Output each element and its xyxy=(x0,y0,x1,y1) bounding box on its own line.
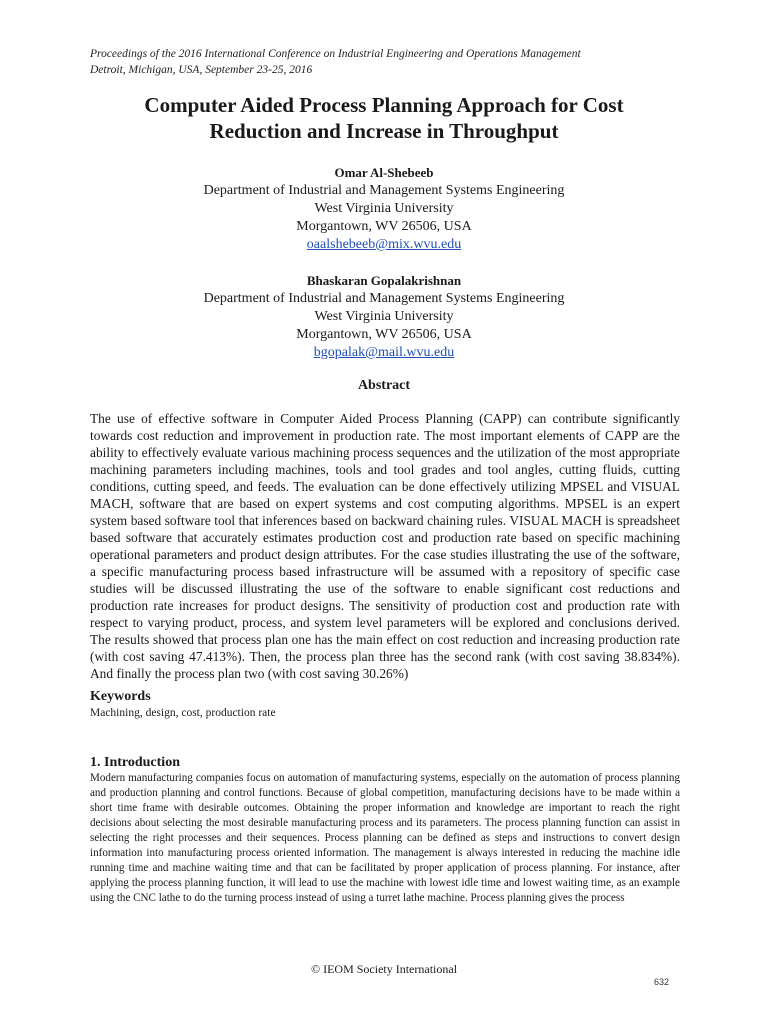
keywords-text: Machining, design, cost, production rate xyxy=(90,707,276,719)
author-department: Department of Industrial and Management Systems Engineering xyxy=(203,291,565,306)
paper-title xyxy=(60,92,708,144)
footer-copyright: © IEOM Society International xyxy=(310,962,458,976)
author-location: Morgantown, WV 26506, USA xyxy=(296,219,472,234)
author-block-1 xyxy=(60,164,708,254)
conference-header-line2: Detroit, Michigan, USA, September 23-25, 2016 xyxy=(90,64,313,76)
introduction-heading: 1. Introduction xyxy=(90,755,180,770)
author-name: Omar Al-Shebeeb xyxy=(334,165,434,180)
author-location: Morgantown, WV 26506, USA xyxy=(296,327,472,342)
author-email-link[interactable]: oaalshebeeb@mix.wvu.edu xyxy=(306,237,462,252)
author-email-link[interactable]: bgopalak@mail.wvu.edu xyxy=(313,345,455,360)
author-name: Bhaskaran Gopalakrishnan xyxy=(306,273,462,288)
introduction-text: Modern manufacturing companies focus on automation of manufacturing systems, especially on the automation of process planning and production planning and control functions. Because of global competition, manufacturing decisions have to be made within a short time frame with desirable outcomes. Obtaining the proper information and knowledge are important to reach the right decisions about selecting the most desirable manufacturing process and its parameters. The process planning function can assist in selecting the right processes and their sequences. Process planning can be defined as steps and instructions to convert design information into manufacturing process oriented information. The management is always interested in reducing the machine idle running time and machine waiting time and that can be facilitated by proper application of process planning. For instance, after applying the process planning function, it will lead to use the machine with lowest idle time and lowest waiting time, as an example using the CNC lathe to do the turning process instead of using a turret lathe machine. Process planning gives the process xyxy=(90,772,680,904)
keywords-heading: Keywords xyxy=(90,689,151,704)
paper-title-line1: Computer Aided Process Planning Approach for Cost xyxy=(144,93,624,117)
paper-title-line2: Reduction and Increase in Throughput xyxy=(209,119,559,143)
author-block-2 xyxy=(60,272,708,362)
author-department: Department of Industrial and Management Systems Engineering xyxy=(203,183,565,198)
abstract-text: The use of effective software in Computer Aided Process Planning (CAPP) can contribute significantly towards cost reduction and improvement in production rate. The most important elements of CAPP are the ability to effectively evaluate various machining process sequences and the utilization of the most appropriate machining parameters including machines, tools and tool grades and tool angles, cutting fluids, cutting conditions, cutting speed, and feeds. The evaluation can be done effectively utilizing MPSEL and VISUAL MACH, software that are based on expert systems and cost computing algorithms. MPSEL is an expert system based software tool that inferences based on backward chaining rules. VISUAL MACH is spreadsheet based software that accurately estimates production cost and production rate based on specific machining operational parameters and product design attributes. For the case studies illustrating the use of the software, a specific manufacturing process based infrastructure will be assumed with a repository of specific case studies will be discussed illustrating the use of the software to enable significant cost reductions and production rate increases for product designs. The sensitivity of production cost and production rate with respect to varying product, process, and system level parameters will be explored and conclusions derived. The results showed that process plan one has the main effect on cost reduction and increasing production rate (with cost saving 47.413%). Then, the process plan three has the second rank (with cost saving 38.834%). And finally the process plan two (with cost saving 30.26%) xyxy=(90,411,680,681)
page-number: 632 xyxy=(654,977,670,987)
abstract-heading: Abstract xyxy=(357,378,411,393)
author-university: West Virginia University xyxy=(314,201,454,216)
conference-header-line1: Proceedings of the 2016 International Conference on Industrial Engineering and Operations Management xyxy=(90,48,581,60)
author-university: West Virginia University xyxy=(314,309,454,324)
conference-header xyxy=(90,46,581,78)
